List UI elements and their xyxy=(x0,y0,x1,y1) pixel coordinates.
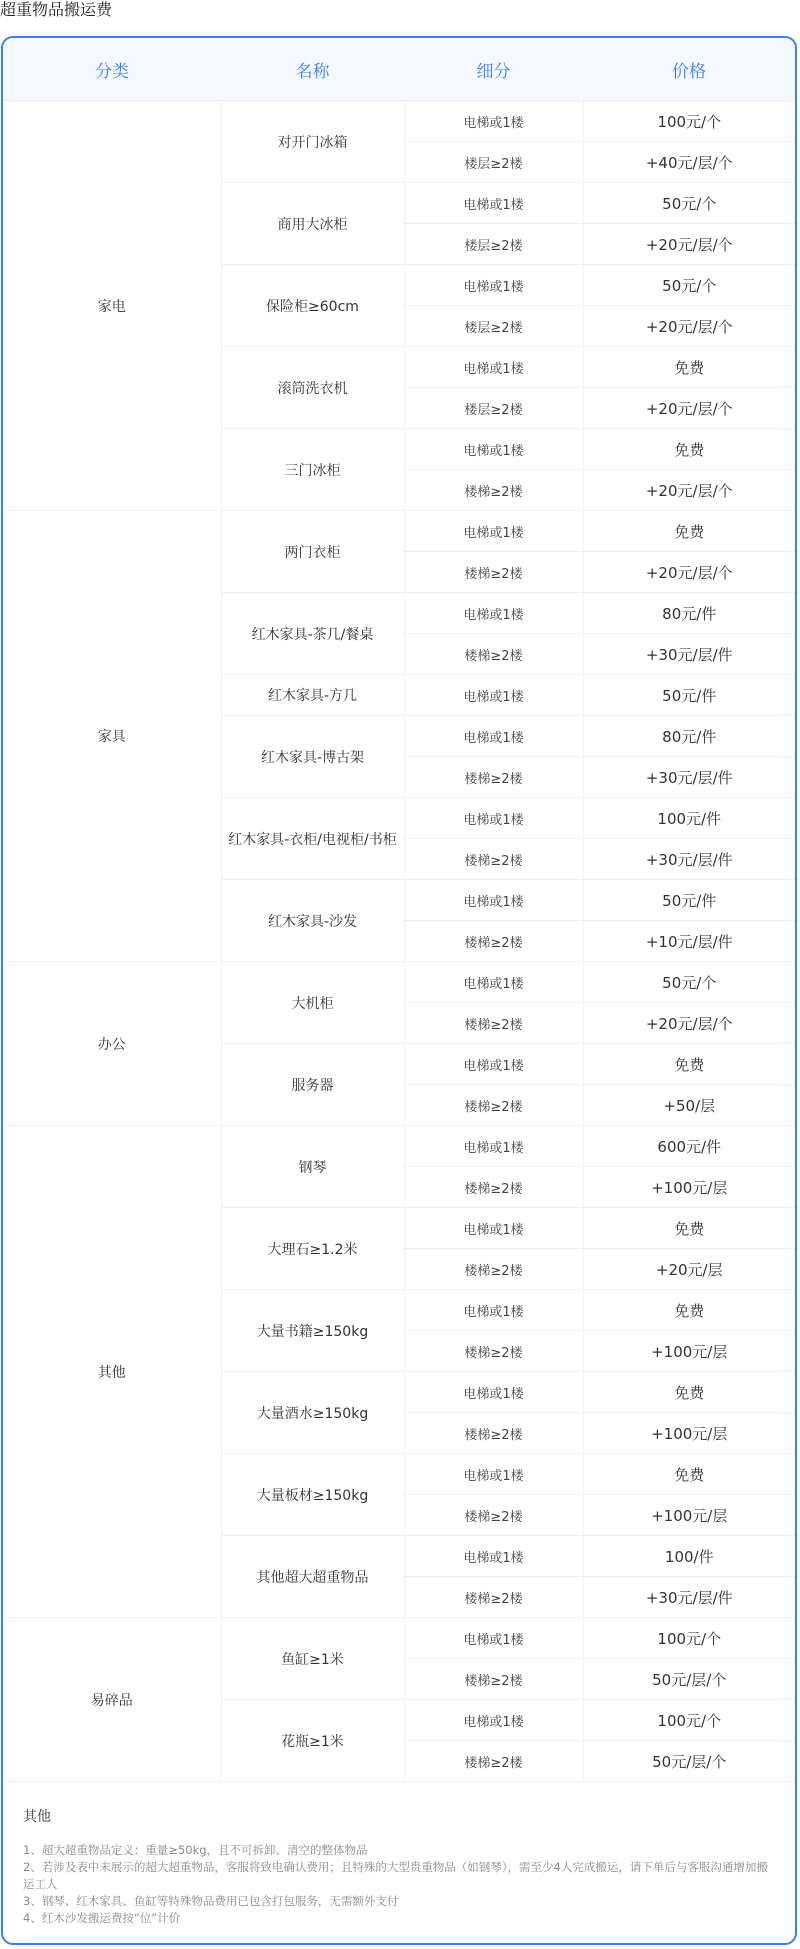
item-name-cell: 大机柜 xyxy=(221,962,404,1044)
price-cell: 免费 xyxy=(583,511,795,552)
price-cell: 100元/个 xyxy=(583,1618,795,1659)
price-cell: 100元/个 xyxy=(583,101,795,142)
note-item: 1、超大超重物品定义：重量≥50kg，且不可拆卸、清空的整体物品 xyxy=(23,1843,368,1857)
item-name-cell: 鱼缸≥1米 xyxy=(221,1618,404,1700)
subcategory-cell: 电梯或1楼 xyxy=(404,880,583,921)
price-cell: +20元/层 xyxy=(583,1249,795,1290)
subcategory-cell: 楼梯≥2楼 xyxy=(404,552,583,593)
price-cell: 100/件 xyxy=(583,1536,795,1577)
price-cell: +30元/层/件 xyxy=(583,839,795,880)
item-name-cell: 大理石≥1.2米 xyxy=(221,1208,404,1290)
header-subcategory: 细分 xyxy=(404,38,583,101)
note-item: 4、红木沙发搬运费按“位”计价 xyxy=(23,1911,181,1925)
subcategory-cell: 楼梯≥2楼 xyxy=(404,1741,583,1782)
category-cell: 易碎品 xyxy=(3,1618,221,1782)
subcategory-cell: 电梯或1楼 xyxy=(404,1044,583,1085)
table-row xyxy=(3,1618,795,1659)
price-cell: 免费 xyxy=(583,1044,795,1085)
subcategory-cell: 楼梯≥2楼 xyxy=(404,1413,583,1454)
header-name: 名称 xyxy=(221,38,404,101)
category-cell: 其他 xyxy=(3,1126,221,1618)
subcategory-cell: 电梯或1楼 xyxy=(404,962,583,1003)
subcategory-cell: 电梯或1楼 xyxy=(404,511,583,552)
price-cell: 100元/个 xyxy=(583,1700,795,1741)
note-item: 3、钢琴、红木家具、鱼缸等特殊物品费用已包含打包服务，无需额外支付 xyxy=(23,1894,399,1908)
subcategory-cell: 楼梯≥2楼 xyxy=(404,1659,583,1700)
subcategory-cell: 电梯或1楼 xyxy=(404,1372,583,1413)
item-name-cell: 钢琴 xyxy=(221,1126,404,1208)
item-name-cell: 其他超大超重物品 xyxy=(221,1536,404,1618)
item-name-cell: 滚筒洗衣机 xyxy=(221,347,404,429)
price-cell: +20元/层/个 xyxy=(583,470,795,511)
price-cell: +20元/层/个 xyxy=(583,1003,795,1044)
subcategory-cell: 楼层≥2楼 xyxy=(404,388,583,429)
price-cell: +20元/层/个 xyxy=(583,552,795,593)
subcategory-cell: 电梯或1楼 xyxy=(404,675,583,716)
subcategory-cell: 楼梯≥2楼 xyxy=(404,470,583,511)
item-name-cell: 红木家具-方几 xyxy=(221,675,404,716)
price-cell: +100元/层 xyxy=(583,1331,795,1372)
category-cell: 家具 xyxy=(3,511,221,962)
price-cell: 免费 xyxy=(583,429,795,470)
price-cell: +100元/层 xyxy=(583,1495,795,1536)
header-price: 价格 xyxy=(583,38,795,101)
subcategory-cell: 楼梯≥2楼 xyxy=(404,634,583,675)
subcategory-cell: 楼梯≥2楼 xyxy=(404,1003,583,1044)
price-cell: +20元/层/个 xyxy=(583,388,795,429)
price-cell: +40元/层/个 xyxy=(583,142,795,183)
subcategory-cell: 楼梯≥2楼 xyxy=(404,1085,583,1126)
subcategory-cell: 电梯或1楼 xyxy=(404,1618,583,1659)
category-cell: 家电 xyxy=(3,101,221,511)
subcategory-cell: 电梯或1楼 xyxy=(404,1126,583,1167)
subcategory-cell: 楼梯≥2楼 xyxy=(404,1331,583,1372)
subcategory-cell: 楼层≥2楼 xyxy=(404,224,583,265)
price-cell: 600元/件 xyxy=(583,1126,795,1167)
item-name-cell: 三门冰柜 xyxy=(221,429,404,511)
item-name-cell: 大量酒水≥150kg xyxy=(221,1372,404,1454)
item-name-cell: 花瓶≥1米 xyxy=(221,1700,404,1782)
table-row xyxy=(3,101,795,142)
item-name-cell: 保险柜≥60cm xyxy=(221,265,404,347)
page-title: 超重物品搬运费 xyxy=(0,0,113,19)
subcategory-cell: 电梯或1楼 xyxy=(404,1454,583,1495)
subcategory-cell: 电梯或1楼 xyxy=(404,716,583,757)
price-cell: +30元/层/件 xyxy=(583,634,795,675)
price-cell: 80元/件 xyxy=(583,593,795,634)
subcategory-cell: 电梯或1楼 xyxy=(404,183,583,224)
price-cell: 50元/个 xyxy=(583,962,795,1003)
price-cell: +30元/层/件 xyxy=(583,1577,795,1618)
price-cell: 80元/件 xyxy=(583,716,795,757)
price-cell: 50元/件 xyxy=(583,880,795,921)
subcategory-cell: 电梯或1楼 xyxy=(404,1536,583,1577)
price-cell: 50元/层/个 xyxy=(583,1659,795,1700)
subcategory-cell: 电梯或1楼 xyxy=(404,798,583,839)
header-category: 分类 xyxy=(3,38,221,101)
item-name-cell: 红木家具-沙发 xyxy=(221,880,404,962)
table-header-row xyxy=(3,38,795,101)
price-cell: 100元/件 xyxy=(583,798,795,839)
item-name-cell: 红木家具-茶几/餐桌 xyxy=(221,593,404,675)
subcategory-cell: 电梯或1楼 xyxy=(404,1700,583,1741)
table-row xyxy=(3,962,795,1003)
subcategory-cell: 楼梯≥2楼 xyxy=(404,839,583,880)
subcategory-cell: 楼梯≥2楼 xyxy=(404,1577,583,1618)
price-cell: +20元/层/个 xyxy=(583,224,795,265)
item-name-cell: 大量书籍≥150kg xyxy=(221,1290,404,1372)
price-cell: +30元/层/件 xyxy=(583,757,795,798)
item-name-cell: 服务器 xyxy=(221,1044,404,1126)
subcategory-cell: 楼层≥2楼 xyxy=(404,142,583,183)
subcategory-cell: 电梯或1楼 xyxy=(404,1290,583,1331)
table-body xyxy=(3,101,795,1782)
subcategory-cell: 楼梯≥2楼 xyxy=(404,921,583,962)
price-cell: +20元/层/个 xyxy=(583,306,795,347)
price-cell: 免费 xyxy=(583,1454,795,1495)
price-cell: +100元/层 xyxy=(583,1167,795,1208)
notes-section xyxy=(3,1782,795,1927)
subcategory-cell: 楼梯≥2楼 xyxy=(404,1167,583,1208)
item-name-cell: 商用大冰柜 xyxy=(221,183,404,265)
price-cell: 50元/件 xyxy=(583,675,795,716)
price-cell: +100元/层 xyxy=(583,1413,795,1454)
note-item: 2、若涉及表中未展示的超大超重物品，客服将致电确认费用；且特殊的大型贵重物品（如钢琴），需至少4人完成搬运，请下单后与客服沟通增加搬运工人 xyxy=(23,1860,768,1891)
price-cell: 50元/个 xyxy=(583,265,795,306)
price-cell: 免费 xyxy=(583,347,795,388)
price-cell: +50/层 xyxy=(583,1085,795,1126)
price-cell: 50元/层/个 xyxy=(583,1741,795,1782)
subcategory-cell: 电梯或1楼 xyxy=(404,429,583,470)
subcategory-cell: 电梯或1楼 xyxy=(404,347,583,388)
subcategory-cell: 电梯或1楼 xyxy=(404,265,583,306)
category-cell: 办公 xyxy=(3,962,221,1126)
price-cell: 免费 xyxy=(583,1290,795,1331)
pricing-card xyxy=(1,36,797,1945)
price-cell: 免费 xyxy=(583,1372,795,1413)
subcategory-cell: 楼梯≥2楼 xyxy=(404,1495,583,1536)
subcategory-cell: 电梯或1楼 xyxy=(404,101,583,142)
notes-title: 其他 xyxy=(23,1809,51,1825)
item-name-cell: 红木家具-博古架 xyxy=(221,716,404,798)
subcategory-cell: 楼层≥2楼 xyxy=(404,306,583,347)
subcategory-cell: 电梯或1楼 xyxy=(404,593,583,634)
price-cell: 免费 xyxy=(583,1208,795,1249)
subcategory-cell: 电梯或1楼 xyxy=(404,1208,583,1249)
item-name-cell: 两门衣柜 xyxy=(221,511,404,593)
price-cell: +10元/层/件 xyxy=(583,921,795,962)
item-name-cell: 大量板材≥150kg xyxy=(221,1454,404,1536)
table-row xyxy=(3,1126,795,1167)
item-name-cell: 红木家具-衣柜/电视柜/书柜 xyxy=(221,798,404,880)
subcategory-cell: 楼梯≥2楼 xyxy=(404,757,583,798)
subcategory-cell: 楼梯≥2楼 xyxy=(404,1249,583,1290)
price-cell: 50元/个 xyxy=(583,183,795,224)
pricing-table xyxy=(3,38,795,1782)
table-row xyxy=(3,511,795,552)
item-name-cell: 对开门冰箱 xyxy=(221,101,404,183)
